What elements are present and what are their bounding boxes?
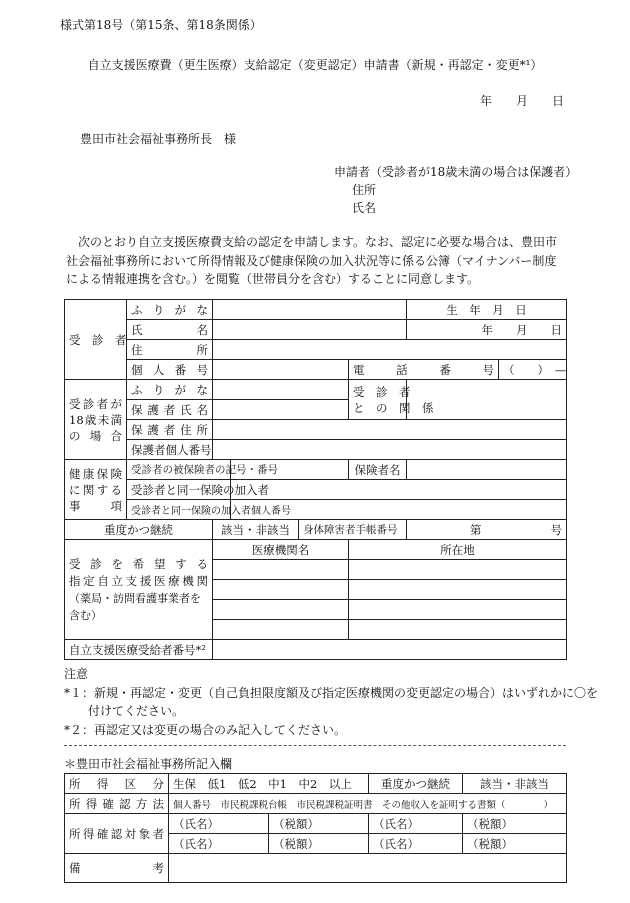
birth-label: 生 年 月 日	[407, 300, 567, 320]
insurer-name-label: 保険者名	[349, 460, 407, 480]
institution-name-field[interactable]	[213, 600, 349, 620]
application-date[interactable]: 年 月 日	[480, 94, 565, 108]
guardian-name-label: 保護者氏名	[127, 400, 213, 420]
institution-location-label: 所在地	[349, 540, 567, 560]
application-table	[64, 299, 567, 660]
name-field[interactable]	[213, 320, 407, 340]
applicant-block	[334, 163, 577, 217]
income-method-label: 所得確認方法	[65, 794, 169, 814]
addressee: 豊田市社会福祉事務所長 様	[80, 132, 237, 146]
income-class-label: 所得区分	[65, 774, 169, 794]
furigana-label: ふりがな	[127, 300, 213, 320]
guardian-furigana-field[interactable]	[213, 380, 349, 400]
notes	[64, 665, 599, 739]
severe-label: 重度かつ継続	[65, 520, 213, 540]
divider	[64, 745, 566, 746]
remarks-label: 備 考	[65, 854, 169, 883]
personal-no-field[interactable]	[213, 360, 349, 380]
note-1-cont: 付けてください。	[64, 704, 185, 718]
target-tax-field[interactable]: （税額）	[463, 814, 567, 834]
recipient-no-label: 自立支援医療受給者番号*²	[65, 640, 213, 660]
institution-location-field[interactable]	[349, 600, 567, 620]
disability-book-label: 身体障害者手帳番号	[299, 520, 407, 540]
form-title: 自立支援医療費（更生医療）支給認定（変更認定）申請書（新規・再認定・変更*¹）	[87, 58, 543, 72]
consent-text: 次のとおり自立支援医療費支給の認定を申請します。なお、認定に必要な場合は、豊田市社会福祉事務所において所得情報及び健康保険の加入状況等に係る公簿（マイナンバー制度による情報連携を含む。）を閲覧（世帯員分を含む）することに同意します。	[66, 235, 558, 286]
personal-no-label: 個人番号	[127, 360, 213, 380]
office-severe-label: 重度かつ継続	[369, 774, 463, 794]
same-insurance-field[interactable]	[231, 480, 567, 500]
applicant-address-label[interactable]: 住所	[352, 183, 377, 197]
target-tax-field[interactable]: （税額）	[269, 834, 369, 854]
guardian-name-field[interactable]	[213, 400, 349, 420]
note-2: *２：再認定又は変更の場合のみ記入してください。	[64, 722, 347, 737]
guardian-no-label: 保護者個人番号	[127, 440, 213, 460]
name-label: 氏名	[127, 320, 213, 340]
office-table	[64, 773, 567, 883]
disability-book-field[interactable]: 第 号	[407, 520, 567, 540]
income-method-options[interactable]: 個人番号 市民税課税台帳 市民税課税証明書 その他収入を証明する書類（ ）	[169, 794, 567, 814]
guardian-address-label: 保護者住所	[127, 420, 213, 440]
applicant-name-label[interactable]: 氏名	[352, 201, 377, 215]
insurer-name-field[interactable]	[407, 460, 567, 480]
recipient-no-field[interactable]	[213, 640, 567, 660]
target-tax-field[interactable]: （税額）	[269, 814, 369, 834]
institution-location-field[interactable]	[349, 620, 567, 640]
office-applicable-toggle[interactable]: 該当・非該当	[463, 774, 567, 794]
institution-location-field[interactable]	[349, 560, 567, 580]
note-1: *１：新規・再認定・変更（自己負担限度額及び指定医療機関の変更認定の場合）はいずれかに〇を	[64, 685, 599, 700]
notes-heading: 注意	[64, 667, 89, 681]
address-label: 住所	[127, 340, 213, 360]
furigana-field[interactable]	[213, 300, 407, 320]
guardian-address-field[interactable]	[213, 420, 567, 440]
income-class-options[interactable]: 生保 低1 低2 中1 中2 以上	[169, 774, 369, 794]
patient-label: 受 診 者	[65, 300, 127, 380]
institution-name-label: 医療機関名	[213, 540, 349, 560]
same-insurance-no-label: 受診者と同一保険の加入者個人番号	[127, 500, 231, 520]
relation-label: 受 診 者 と の 関 係	[349, 380, 407, 420]
address-field[interactable]	[213, 340, 567, 360]
target-name-field[interactable]: （氏名）	[369, 834, 463, 854]
target-name-field[interactable]: （氏名）	[169, 834, 269, 854]
institution-label: 受診を希望する 指定自立支援医療機関 （薬局・訪問看護事業者を含む）	[65, 540, 213, 640]
form-number: 様式第18号（第15条、第18条関係）	[60, 18, 262, 32]
applicant-heading: 申請者（受診者が18歳未満の場合は保護者）	[334, 165, 578, 179]
income-target-label: 所得確認対象者	[65, 814, 169, 854]
institution-name-field[interactable]	[213, 560, 349, 580]
remarks-field[interactable]	[169, 854, 567, 883]
insurance-block-label: 健康保険 に関する 事 項	[65, 460, 127, 520]
target-name-field[interactable]: （氏名）	[169, 814, 269, 834]
insured-no-label: 受診者の被保険者の記号・番号	[127, 460, 231, 480]
phone-field[interactable]: （ ） —	[499, 360, 567, 380]
birth-date-field[interactable]: 年 月 日	[407, 320, 567, 340]
office-heading: ＊豊田市社会福祉事務所記入欄	[64, 757, 233, 771]
institution-name-field[interactable]	[213, 620, 349, 640]
same-insurance-label: 受診者と同一保険の加入者	[127, 480, 231, 500]
guardian-furigana-label: ふりがな	[127, 380, 213, 400]
severe-applicable-toggle[interactable]: 該当・非該当	[213, 520, 299, 540]
target-name-field[interactable]: （氏名）	[369, 814, 463, 834]
phone-label: 電話番号	[349, 360, 499, 380]
institution-name-field[interactable]	[213, 580, 349, 600]
minor-block-label: 受診者が 18歳未満 の場合	[65, 380, 127, 460]
target-tax-field[interactable]: （税額）	[463, 834, 567, 854]
institution-location-field[interactable]	[349, 580, 567, 600]
guardian-no-field[interactable]	[213, 440, 567, 460]
